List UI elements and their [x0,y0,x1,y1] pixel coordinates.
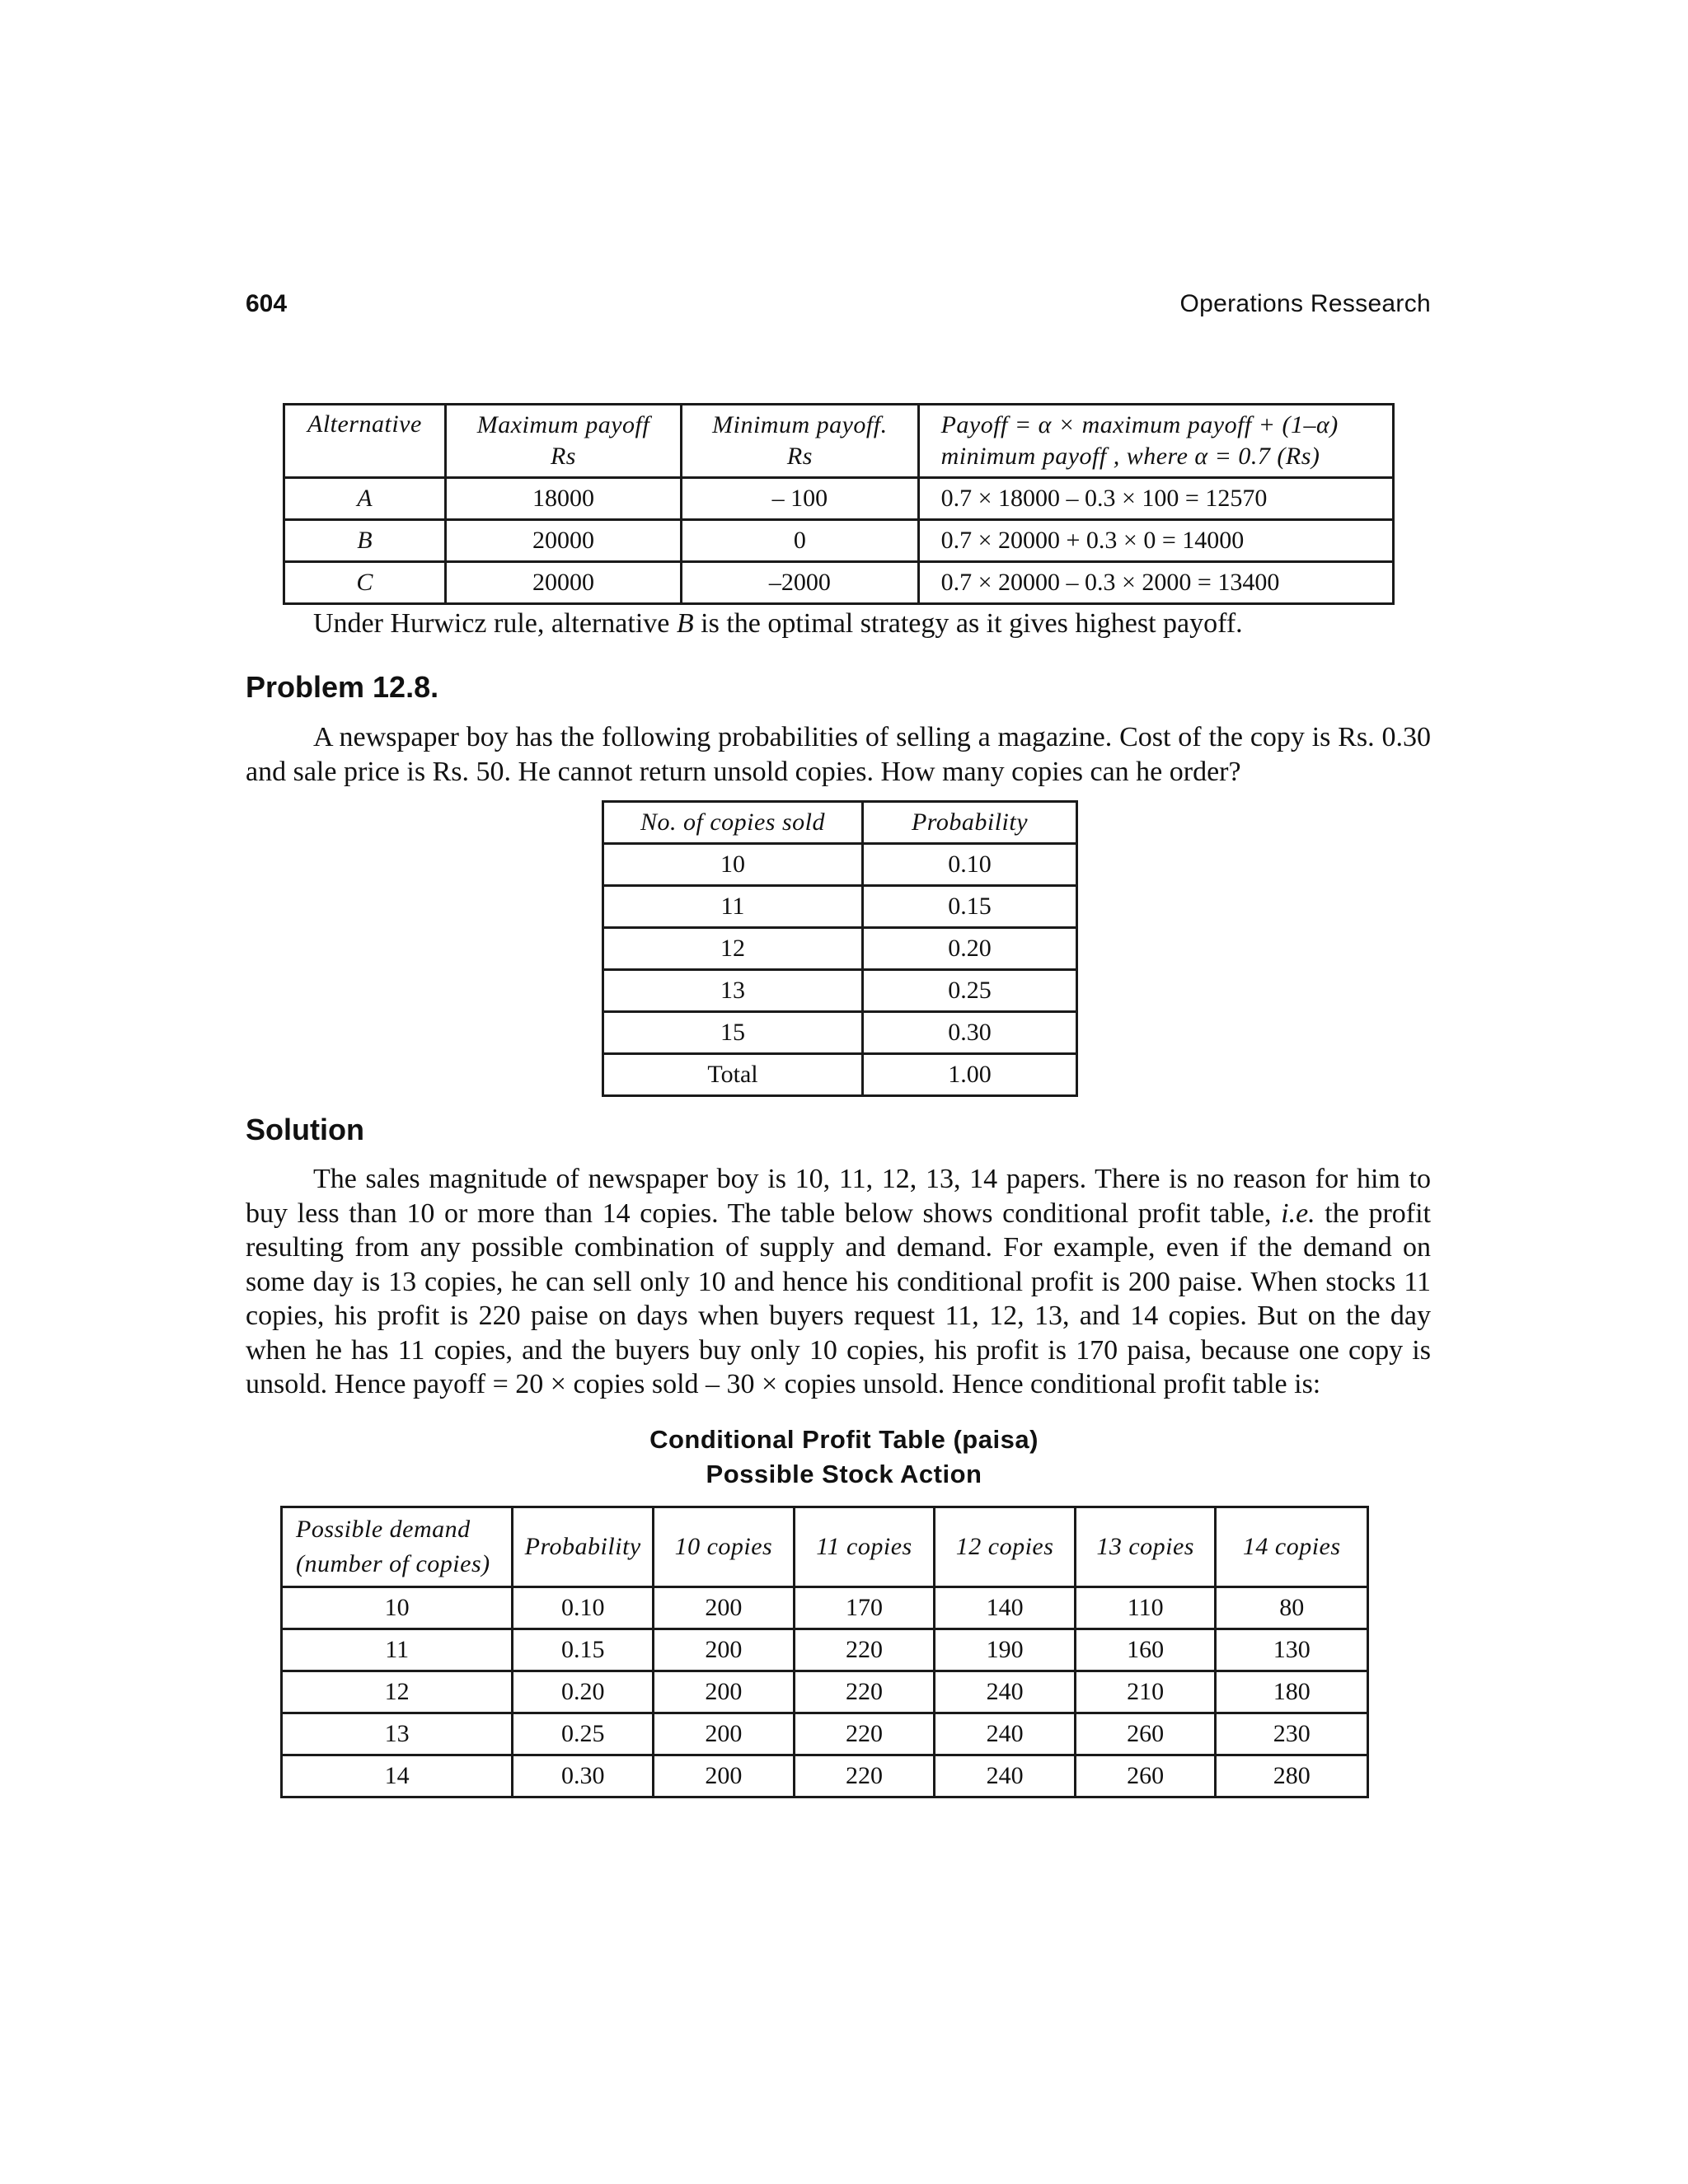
table-cell: 12 [603,928,863,970]
table-cell: 11 [603,886,863,928]
header-probability: Probability [862,802,1076,844]
table-cell: 0.10 [513,1587,654,1629]
header-10-copies: 10 copies [654,1507,795,1587]
table-cell: 0.10 [862,844,1076,886]
header-12-copies: 12 copies [935,1507,1076,1587]
table-row [284,562,1394,604]
problem-heading: Problem 12.8. [246,670,439,704]
table-cell: 200 [654,1755,795,1797]
header-line: Alternative [307,410,422,438]
header-11-copies: 11 copies [794,1507,935,1587]
header-possible-demand [282,1507,513,1587]
profit-table-subcaption: Possible Stock Action [706,1460,982,1488]
solution-emphasis: i.e. [1281,1197,1315,1229]
header-line: Possible demand [296,1516,471,1543]
table-row [603,1054,1077,1096]
table-cell: 12 [282,1671,513,1713]
solution-text [246,1162,1431,1402]
table-cell: 13 [603,970,863,1012]
table-cell: 0.7 × 18000 – 0.3 × 100 = 12570 [918,478,1393,520]
table-cell: 20000 [445,562,681,604]
table-cell: 140 [935,1587,1076,1629]
header-alternative [284,405,446,478]
table-header-row [282,1507,1368,1587]
table-cell: 180 [1216,1671,1368,1713]
table-cell: 240 [935,1671,1076,1713]
table-row [282,1629,1368,1671]
table-row [282,1671,1368,1713]
header-probability: Probability [513,1507,654,1587]
table-cell: 280 [1216,1755,1368,1797]
table-cell: 0.20 [513,1671,654,1713]
table-cell: 240 [935,1755,1076,1797]
table-cell: 200 [654,1671,795,1713]
table-cell: 110 [1075,1587,1216,1629]
table-cell: 20000 [445,520,681,562]
problem-text: A newspaper boy has the following probabilities of selling a magazine. Cost of the copy is Rs. 0.30 and sale price is Rs. 50. He cannot return unsold copies. How many copies can he order? [246,722,1431,787]
table-cell: 160 [1075,1629,1216,1671]
header-minimum-payoff [682,405,918,478]
header-line: Maximum payoff [476,411,650,438]
header-maximum-payoff [445,405,681,478]
header-line: Payoff = α × maximum payoff + (1–α) [940,411,1339,438]
conclusion-text: is the optimal strategy as it gives highest payoff. [693,608,1243,639]
header-line: Rs [786,443,813,470]
table-row [282,1587,1368,1629]
table-cell: 14 [282,1755,513,1797]
header-14-copies: 14 copies [1216,1507,1368,1587]
table-cell: 200 [654,1629,795,1671]
sales-probability-table [602,800,1078,1097]
table-cell: 200 [654,1587,795,1629]
hurwicz-payoff-table [283,403,1395,605]
table-cell: Total [603,1054,863,1096]
table-row [603,844,1077,886]
table-cell: 0.20 [862,928,1076,970]
conclusion-text: Under Hurwicz rule, alternative [313,608,677,639]
header-13-copies: 13 copies [1075,1507,1216,1587]
table-row [284,520,1394,562]
table-cell: 11 [282,1629,513,1671]
table-cell: 0.30 [513,1755,654,1797]
table-cell: 170 [794,1587,935,1629]
table-cell: 10 [282,1587,513,1629]
table-cell: 210 [1075,1671,1216,1713]
header-line: (number of copies) [296,1550,490,1577]
table-row [603,928,1077,970]
page-number: 604 [246,290,288,317]
table-cell: 220 [794,1713,935,1755]
table-cell: 13 [282,1713,513,1755]
table-cell: 0.25 [513,1713,654,1755]
table-cell: 18000 [445,478,681,520]
table-cell: 230 [1216,1713,1368,1755]
header-line: minimum payoff , where α = 0.7 (Rs) [940,443,1320,470]
header-line: Minimum payoff. [712,411,888,438]
table-cell: B [284,520,446,562]
table-cell: 220 [794,1629,935,1671]
table-cell: 200 [654,1713,795,1755]
table-row [603,886,1077,928]
table-cell: 0.15 [513,1629,654,1671]
table-cell: 260 [1075,1713,1216,1755]
solution-text-part: the profit resulting from any possible combination of supply and demand. For example, even if the demand on some day is 13 copies, he can sell only 10 and hence his conditional profit is 200 paise. When stocks 11 copies, his profit is 220 paise on days when buyers request 11, 12, 13, and 14 copies. But on the day when he has 11 copies, and the buyers buy only 10 copies, his profit is 170 paisa, because one copy is unsold. Hence payoff = 20 × copies sold – 30 × copies unsold. Hence conditional profit table is: [246,1197,1431,1399]
table-cell: 0.30 [862,1012,1076,1054]
table-cell: 260 [1075,1755,1216,1797]
table-cell: 10 [603,844,863,886]
table-cell: –2000 [682,562,918,604]
profit-table-caption: Conditional Profit Table (paisa) [649,1425,1039,1454]
table-row [284,478,1394,520]
table-cell: 0.15 [862,886,1076,928]
header-line: Rs [550,443,576,470]
conclusion-emphasis: B [676,608,694,639]
hurwicz-conclusion [246,607,1431,641]
header-copies-sold: No. of copies sold [603,802,863,844]
table-cell: 15 [603,1012,863,1054]
table-row [282,1755,1368,1797]
table-row [603,970,1077,1012]
solution-text-part: The sales magnitude of newspaper boy is 10, 11, 12, 13, 14 papers. There is no reason for him to buy less than 10 or more than 14 copies. The table below shows conditional profit table, [246,1164,1431,1229]
table-row [282,1713,1368,1755]
table-header-row [284,405,1394,478]
solution-heading: Solution [246,1113,364,1146]
conditional-profit-table [280,1506,1369,1798]
table-cell: 80 [1216,1587,1368,1629]
table-cell: 0.25 [862,970,1076,1012]
table-cell: C [284,562,446,604]
table-cell: 130 [1216,1629,1368,1671]
table-cell: 220 [794,1671,935,1713]
table-cell: 240 [935,1713,1076,1755]
table-cell: 1.00 [862,1054,1076,1096]
table-row [603,1012,1077,1054]
table-cell: 0.7 × 20000 + 0.3 × 0 = 14000 [918,520,1393,562]
table-cell: 0 [682,520,918,562]
table-cell: 0.7 × 20000 – 0.3 × 2000 = 13400 [918,562,1393,604]
table-cell: A [284,478,446,520]
table-cell: 190 [935,1629,1076,1671]
table-header-row [603,802,1077,844]
table-cell: 220 [794,1755,935,1797]
table-cell: – 100 [682,478,918,520]
header-payoff-formula [918,405,1393,478]
running-title: Operations Ressearch [1179,290,1431,317]
